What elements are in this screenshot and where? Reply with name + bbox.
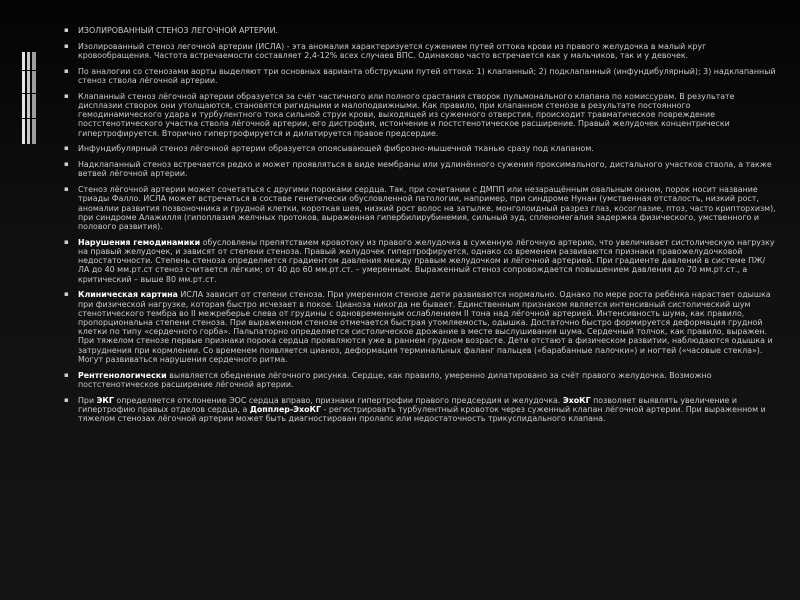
- bold-text: Клиническая картина: [78, 290, 178, 300]
- text-segment: - регистрировать турбулентный кровоток через суженный клапан лёгочной артерии. При выраженном и тяжелом стенозах лёгочной артерии может быть диагностирован пролапс или недостаточность трикуспидального клапана.: [78, 404, 766, 424]
- bullet-item: [64, 67, 776, 85]
- text-segment: При: [78, 395, 97, 405]
- bullet-item: [64, 160, 776, 178]
- text-segment: Изолированный стеноз легочной артерии (ИСЛА) - эта аномалия характеризуется сужением путей оттока крови из правого желудочка в малый круг кровообращения. Частота встречаемости составляет 2,4-12% всех случаев ВПС. Одинаково часто встречается как у мальчиков, так и у девочек.: [78, 41, 707, 60]
- bold-text: Нарушения гемодинамики: [78, 237, 201, 247]
- bullet-item: [64, 371, 776, 389]
- bullet-item: [64, 42, 776, 60]
- text-segment: определяется отклонение ЭОС сердца вправо, признаки гипертрофии правого предсердия и желудочка.: [113, 395, 563, 405]
- bullet-item: [64, 396, 776, 424]
- bold-text: Допплер-ЭхоКГ: [249, 404, 321, 414]
- decorative-stripes: [22, 52, 36, 144]
- text-segment: Инфундибулярный стеноз лёгочной артерии образуется опоясывающей фиброзно-мышечной тканью сразу под клапаном.: [78, 144, 594, 154]
- text-segment: Стеноз лёгочной артерии может сочетаться с другими пороками сердца. Так, при сочетании с ДМПП или незаращённым овальным окном, порок носит название триады Фалло. ИСЛА может встречаться в составе генетически обусловленной патологии, например, при синдроме Нунан (умственная отсталость, низкий рост, аномалии развития позвоночника и грудной клетки, короткая шея, низкий рост волос на затылке, монголоидный разрез глаз, косоглазие, птоз, часто крипторхизм), при синдроме Алажилля (гипоплазия желчных протоков, выраженная гипербилирубинемия, сильный зуд, спленомегалия задержка физического, умственного и полового развития).: [78, 185, 776, 232]
- bullet-item: [64, 185, 776, 231]
- bullet-list: [64, 26, 776, 423]
- slide-body: [64, 26, 776, 586]
- bold-text: ЭхоКГ: [562, 395, 591, 405]
- text-segment: позволяет выявлять увеличение и гипертрофию правых отделов сердца, а: [78, 395, 738, 414]
- bullet-item: [64, 290, 776, 364]
- text-segment: выявляется обеднение лёгочного рисунка. Сердце, как правило, умеренно дилатировано за счёт правого желудочка. Возможно постстенотическое расширение лёгочной артерии.: [78, 370, 712, 389]
- bullet-item: [64, 92, 776, 138]
- text-segment: По аналогии со стенозами аорты выделяют три основных варианта обструкции путей оттока: 1) клапанный; 2) подклапанный (инфундибулярный); 3) надклапанный стеноз ствола лёгочной артерии.: [78, 66, 776, 85]
- bold-text: ЭКГ: [96, 395, 114, 405]
- text-segment: Клапанный стеноз лёгочной артерии образуется за счёт частичного или полного срастания створок пульмонального клапана по комиссурам. В результате дисплазии створок они утолщаются, становятся ригидными и малоподвижными. Как правило, при клапанном стенозе в результате постоянного гемодинамического удара и турбулентного тока сильной струи крови, выходящей из суженного отверстия, происходит травматическое повреждение постстенотического участка ствола лёгочной артерии, его дистрофия, истончение и постстенотическое расширение. Правый желудочек концентрически гипертрофируется. Вторично гипертрофируется и дилатируется правое предсердие.: [78, 91, 735, 138]
- text-segment: обусловлены препятствием кровотоку из правого желудочка в суженную лёгочную артерию, что увеличивает систолическую нагрузку на правый желудочек, и зависят от степени стеноза. Правый желудочек гипертрофируется, однако со временем развиваются признаки правожелудочковой недостаточности. Степень стеноза определяется градиентом давления между правым желудочком и лёгочной артерией. При градиенте давлений в системе ПЖ/ЛА до 40 мм.рт.ст стеноз считается лёгким; от 40 до 60 мм.рт.ст. – умеренным. Выраженный стеноз сопровождается повышением давления до 70 мм.рт.ст., а критический – выше 80 мм.рт.ст.: [78, 237, 775, 284]
- bullet-item: [64, 238, 776, 284]
- bold-text: Рентгенологически: [78, 370, 167, 380]
- text-segment: ИСЛА зависит от степени стеноза. При умеренном стенозе дети развиваются нормально. Однако по мере роста ребёнка нарастает одышка при физической нагрузке, которая быстро исчезает в покое. Цианоза никогда не бывает. Единственным признаком является интенсивный систолический шум стенотического тембра во II межреберье слева от грудины с одновременным ослаблением II тона над лёгочной артерией. Интенсивность шума, как правило, пропорциональна степени стеноза. При выраженном стенозе отмечается быстрая утомляемость, одышка. Достаточно быстро формируется деформация грудной клетки по типу «сердечного горба». Пальпаторно определяется систолическое дрожание в месте выслушивания шума. Сердечный толчок, как правило, выражен. При тяжелом стенозе первые признаки порока сердца проявляются уже в раннем грудном возрасте. Дети отстают в физическом развитии, наблюдаются одышка и затруднения при кормлении. Со временем появляется цианоз, деформация терминальных фаланг пальцев («барабанные палочки») и ногтей («часовые стекла»). Могут развиваться нарушения сердечного ритма.: [78, 290, 773, 364]
- text-segment: ИЗОЛИРОВАННЫЙ СТЕНОЗ ЛЕГОЧНОЙ АРТЕРИИ.: [78, 26, 278, 35]
- text-segment: Надклапанный стеноз встречается редко и может проявляться в виде мембраны или удлинённого сужения проксимального, дистального участков ствола, а также ветвей лёгочной артерии.: [78, 160, 772, 179]
- bullet-item: [64, 144, 776, 153]
- bullet-item: [64, 26, 776, 35]
